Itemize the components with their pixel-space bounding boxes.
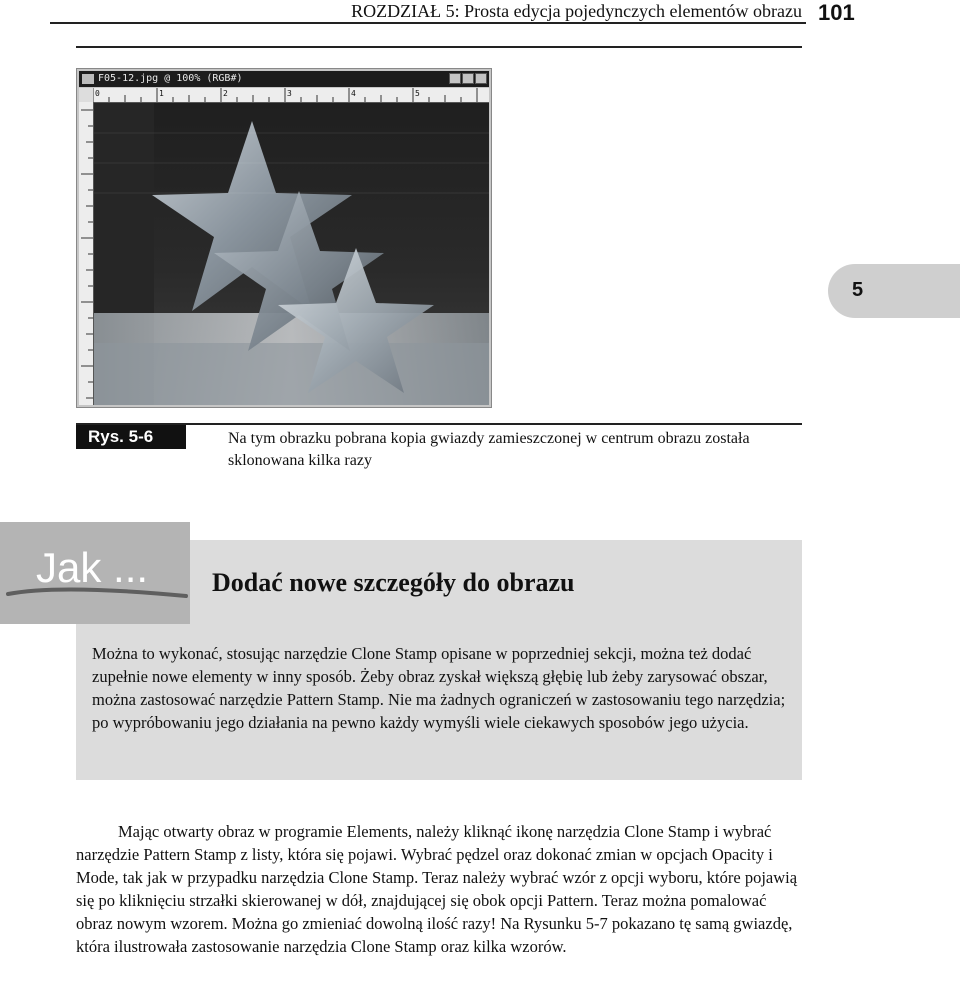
- header-rule-top: [50, 22, 806, 24]
- ruler-tick-label: 4: [351, 89, 356, 98]
- image-window-titlebar: [79, 71, 489, 87]
- close-icon: [475, 73, 487, 84]
- body-paragraph: Mając otwarty obraz w programie Elements, należy kliknąć ikonę narzędzia Clone Stamp i wybrać narzędzie Pattern Stamp z listy, która się pojawi. Wybrać pędzel oraz dokonać zmian w opcjach Opacity i Mode, tak jak w przypadku narzędzia Clone Stamp. Teraz należy wybrać wzór z opcji wyboru, które pojawią się po kliknięciu strzałki skierowanej w dół, znajdującej się obok opcji Pattern. Teraz można pomalować obraz nowym wzorem. Można go zmieniać dowolną ilość razy! Na Rysunku 5-7 pokazano tę samą gwiazdę, która ilustrowała zastosowanie narzędzia Clone Stamp oraz kilka wzorów.: [76, 822, 798, 956]
- header-rule-bottom: [76, 46, 802, 48]
- horizontal-ruler: [93, 88, 489, 103]
- figure-label: Rys. 5-6: [76, 425, 186, 449]
- maximize-icon: [462, 73, 474, 84]
- ruler-tick-label: 5: [415, 89, 420, 98]
- howto-logo: [0, 522, 190, 624]
- image-canvas: [94, 103, 489, 405]
- howto-logo-text: Jak ...: [36, 544, 149, 591]
- chapter-title: ROZDZIAŁ 5: Prosta edycja pojedynczych elementów obrazu: [351, 1, 802, 21]
- howto-box: [76, 624, 802, 780]
- page-number: 101: [818, 0, 855, 25]
- ruler-corner: [79, 88, 93, 102]
- figure-screenshot: [76, 68, 492, 408]
- ruler-tick-label: 2: [223, 89, 228, 98]
- ruler-tick-label: 3: [287, 89, 292, 98]
- swoosh-icon: [0, 522, 190, 624]
- chapter-tab-label: 5: [852, 279, 864, 301]
- document-icon: [82, 74, 94, 84]
- image-window-title: F05-12.jpg @ 100% (RGB#): [98, 73, 243, 84]
- chapter-tab: [828, 264, 960, 318]
- howto-header: [190, 540, 802, 624]
- howto-body: Można to wykonać, stosując narzędzie Clone Stamp opisane w poprzedniej sekcji, można też dodać zupełnie nowe elementy w inny sposób. Żeby obraz zyskał większą głębię lub żeby zarysować obszar, można zastosować narzędzie Pattern Stamp. Nie ma żadnych ograniczeń w zastosowaniu tego narzędzia; po wypróbowaniu jego działania na pewno każdy wymyśli wiele ciekawych sposobów jego użycia.: [92, 644, 786, 732]
- ruler-tick-label: 0: [95, 89, 100, 98]
- minimize-icon: [449, 73, 461, 84]
- vertical-ruler: [79, 102, 94, 405]
- figure-caption: Na tym obrazku pobrana kopia gwiazdy zamieszczonej w centrum obrazu została sklonowana kilka razy: [228, 430, 750, 469]
- ruler-tick-label: 1: [159, 89, 164, 98]
- howto-title: Dodać nowe szczegóły do obrazu: [212, 568, 575, 597]
